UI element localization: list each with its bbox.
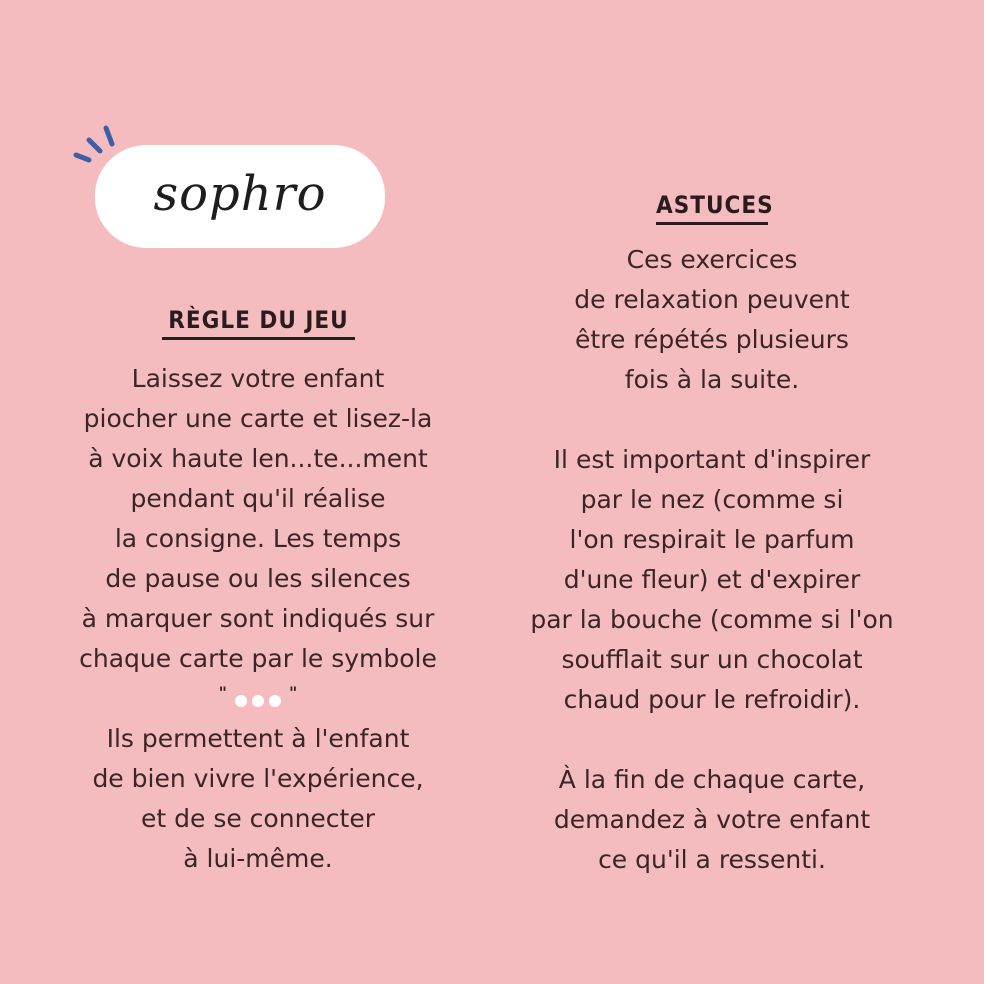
text-line: soufflait sur un chocolat xyxy=(561,645,863,674)
text-line: pendant qu'il réalise xyxy=(130,484,386,513)
text-line: Laissez votre enfant xyxy=(131,364,385,393)
text-line: de bien vivre l'expérience, xyxy=(92,764,424,793)
text-line: demandez à votre enfant xyxy=(553,805,871,834)
text-line: ce qu'il a ressenti. xyxy=(598,845,826,874)
text-line: Il est important d'inspirer xyxy=(553,445,871,474)
tips-paragraph-3 xyxy=(490,760,934,880)
tips-paragraph-2 xyxy=(490,440,934,720)
text-line: l'on respirait le parfum xyxy=(569,525,855,554)
close-quote: " xyxy=(289,683,298,702)
text-line: d'une fleur) et d'expirer xyxy=(563,565,861,594)
text-line: la consigne. Les temps xyxy=(114,524,402,553)
text-line: à marquer sont indiqués sur xyxy=(81,604,435,633)
rules-paragraph-2 xyxy=(30,719,486,879)
text-line: à voix haute len...te...ment xyxy=(88,444,428,473)
text-line: à lui-même. xyxy=(183,844,333,873)
text-line: de relaxation peuvent xyxy=(574,285,850,314)
dot-icon xyxy=(252,695,264,707)
text-line: par la bouche (comme si l'on xyxy=(530,605,894,634)
sophro-logo xyxy=(70,120,410,260)
text-line: être répétés plusieurs xyxy=(575,325,849,354)
paragraph-gap xyxy=(490,400,934,440)
text-line: Ils permettent à l'enfant xyxy=(106,724,410,753)
rules-column xyxy=(30,359,486,879)
text-line: Ces exercices xyxy=(626,245,798,274)
logo-text: sophro xyxy=(153,165,327,222)
text-line: piocher une carte et lisez-la xyxy=(83,404,433,433)
tips-paragraph-1 xyxy=(490,240,934,400)
text-line: chaud pour le refroidir). xyxy=(563,685,861,714)
rules-paragraph-1 xyxy=(30,359,486,679)
paragraph-gap xyxy=(490,720,934,760)
tips-column xyxy=(490,240,934,880)
text-line: chaque carte par le symbole xyxy=(79,644,437,673)
tips-heading: ASTUCES xyxy=(656,191,768,225)
text-line: et de se connecter xyxy=(141,804,375,833)
text-line: par le nez (comme si xyxy=(580,485,844,514)
rules-heading: RÈGLE DU JEU xyxy=(162,306,355,340)
three-dots-icon xyxy=(235,695,281,707)
text-line: fois à la suite. xyxy=(624,365,800,394)
dot-icon xyxy=(235,695,247,707)
open-quote: " xyxy=(218,683,227,702)
pause-symbol xyxy=(30,679,486,719)
text-line: de pause ou les silences xyxy=(105,564,411,593)
logo-pill xyxy=(95,145,385,248)
dot-icon xyxy=(269,695,281,707)
text-line: À la fin de chaque carte, xyxy=(558,765,866,794)
